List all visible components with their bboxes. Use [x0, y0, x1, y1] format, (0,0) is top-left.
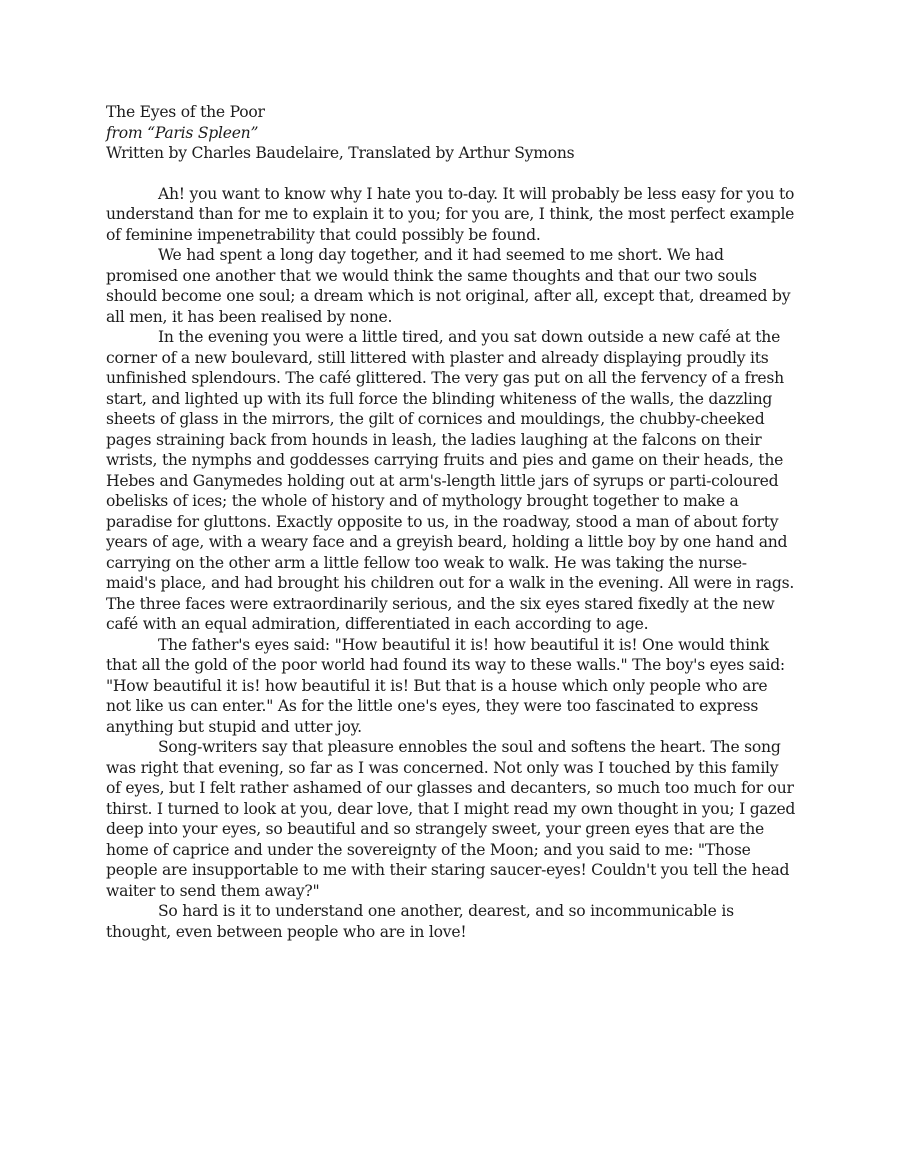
paragraph-4: The father's eyes said: "How beautiful it is! how beautiful it is! One would think that all the gold of the poor world had found its way to these walls." The boy's eyes said: "How beautiful it is! how beautiful it is! But that is a house which only people who are not like us can enter." As for the little one's eyes, they were too fascinated to express anything but stupid and utter joy. — [106, 635, 785, 736]
paragraph-6: So hard is it to understand one another, dearest, and so incommunicable is thought, even between people who are in love! — [106, 902, 734, 941]
paragraph-1: Ah! you want to know why I hate you to-day. It will probably be less easy for you to understand than for me to explain it to you; for you are, I think, the most perfect example of feminine impenetrability that could possibly be found. — [106, 184, 795, 244]
document-body — [106, 102, 796, 942]
document-source: from “Paris Spleen” — [106, 123, 259, 142]
document-byline: Written by Charles Baudelaire, Translated by Arthur Symons — [106, 144, 575, 162]
paragraph-3: In the evening you were a little tired, and you sat down outside a new café at the corner of a new boulevard, still littered with plaster and already displaying proudly its unfinished splendours. The café glittered. The very gas put on all the fervency of a fresh start, and lighted up with its full force the blinding whiteness of the walls, the dazzling sheets of glass in the mirrors, the gilt of cornices and mouldings, the chubby-cheeked pages straining back from hounds in leash, the ladies laughing at the falcons on their wrists, the nymphs and goddesses carrying fruits and pies and game on their heads, the Hebes and Ganymedes holding out at arm's-length little jars of syrups or parti-coloured obelisks of ices; the whole of history and of mythology brought together to make a paradise for gluttons. Exactly opposite to us, in the roadway, stood a man of about forty years of age, with a weary face and a greyish beard, holding a little boy by one hand and carrying on the other arm a little fellow too weak to walk. He was taking the nurse-maid's place, and had brought his children out for a walk in the evening. All were in rags. The three faces were extraordinarily serious, and the six eyes stared fixedly at the new café with an equal admiration, differentiated in each according to age. — [106, 328, 795, 633]
document-title: The Eyes of the Poor — [106, 103, 265, 121]
paragraph-5: Song-writers say that pleasure ennobles the soul and softens the heart. The song was right that evening, so far as I was concerned. Not only was I touched by this family of eyes, but I felt rather ashamed of our glasses and decanters, so much too much for our thirst. I turned to look at you, dear love, that I might read my own thought in you; I gazed deep into your eyes, so beautiful and so strangely sweet, your green eyes that are the home of caprice and under the sovereignty of the Moon; and you said to me: "Those people are insupportable to me with their staring saucer-eyes! Couldn't you tell the head waiter to send them away?" — [106, 738, 796, 900]
paragraph-2: We had spent a long day together, and it had seemed to me short. We had promised one another that we would think the same thoughts and that our two souls should become one soul; a dream which is not original, after all, except that, dreamed by all men, it has been realised by none. — [106, 246, 791, 326]
header-spacer — [106, 164, 796, 184]
